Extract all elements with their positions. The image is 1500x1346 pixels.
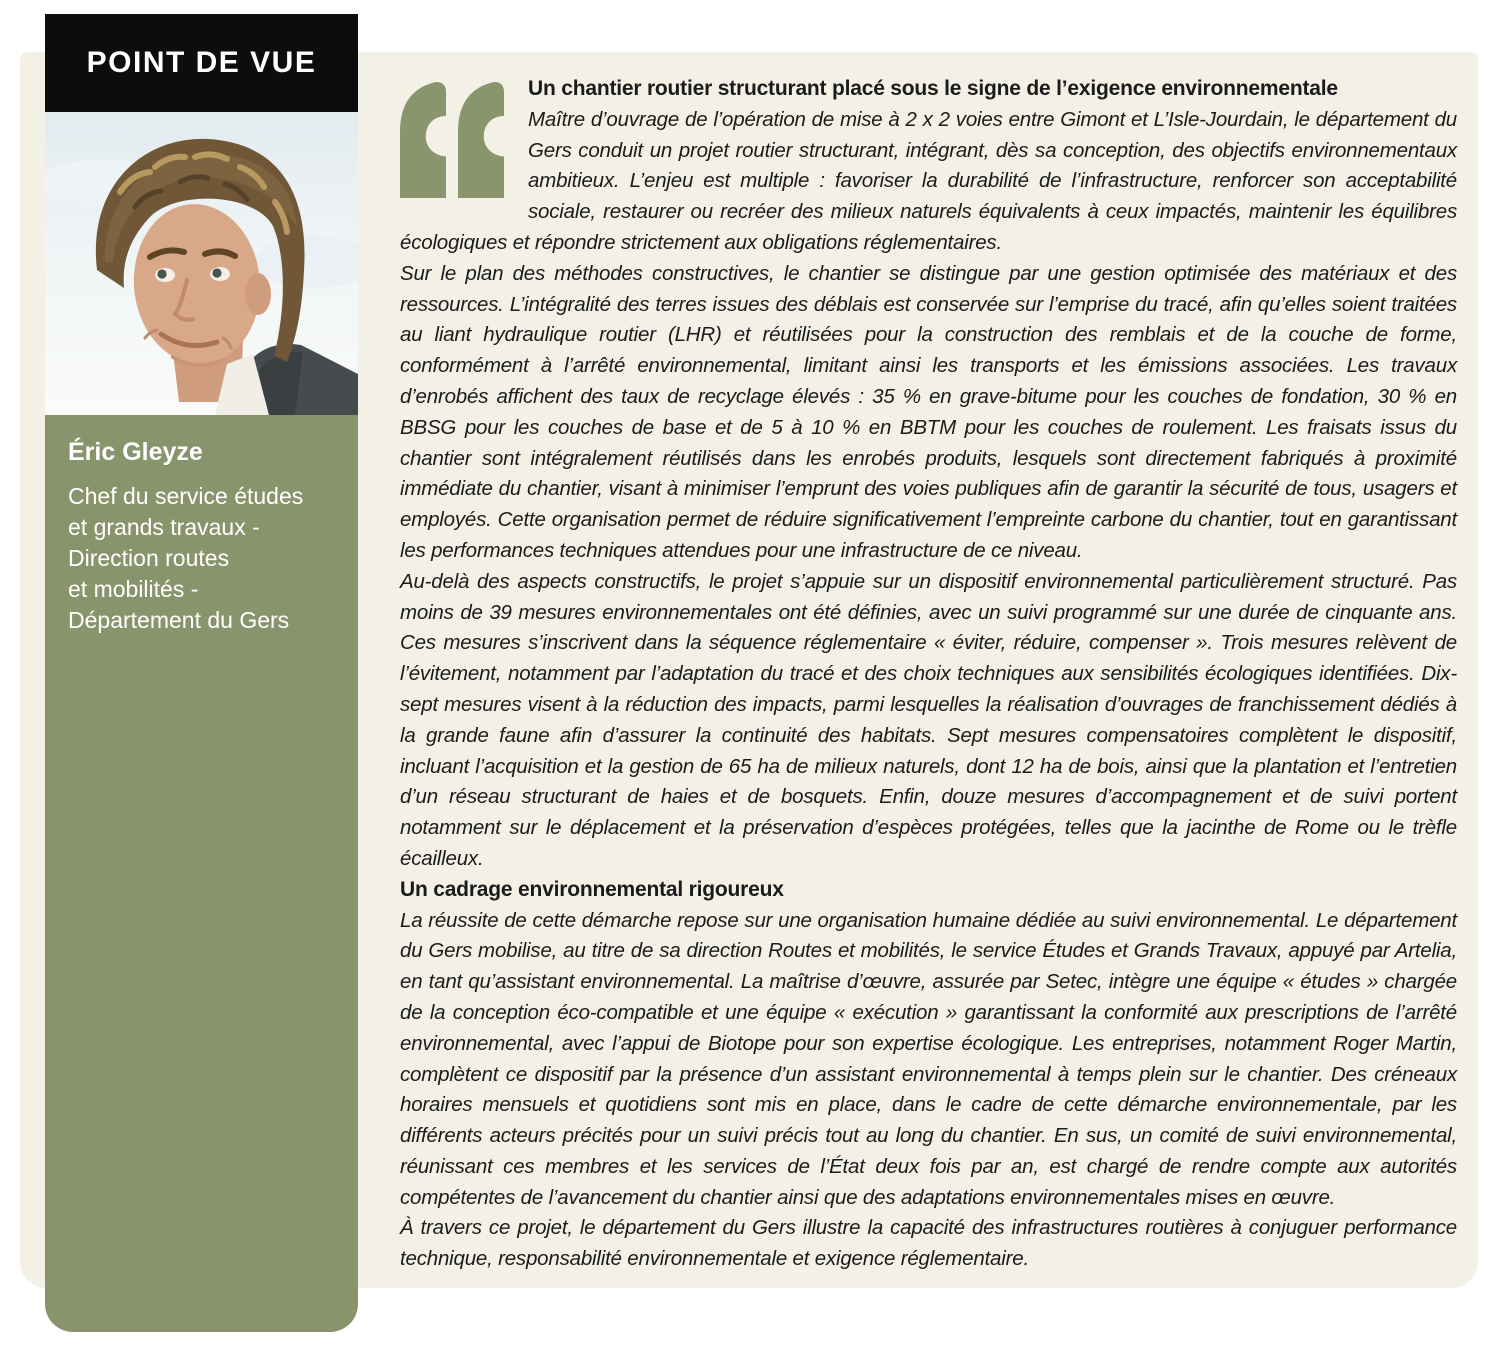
section-title: POINT DE VUE bbox=[86, 46, 317, 79]
quote-float bbox=[400, 74, 528, 226]
article-title: Un chantier routier structurant placé sous le signe de l’exigence environnementale bbox=[528, 77, 1338, 100]
profile-role-line: Chef du service études bbox=[68, 483, 304, 509]
portrait-illustration bbox=[45, 112, 358, 415]
profile-role-line: et grands travaux - bbox=[68, 514, 260, 540]
article-paragraph: À travers ce projet, le département du Gers illustre la capacité des infrastructures routières à conjuguer performance technique, responsabilité environnementale et exigence réglementaire. bbox=[400, 1216, 1457, 1271]
article-subheading: Un cadrage environnemental rigoureux bbox=[400, 877, 784, 901]
article-paragraph: La réussite de cette démarche repose sur une organisation humaine dédiée au suivi environnemental. Le département du Gers mobilise, au titre de sa direction Routes et mobilités, le service Études et Grands Travaux, appuyé par Artelia, en tant qu’assistant environnemental. La maîtrise d’œuvre, assurée par Setec, intègre une équipe « études » chargée de la conception éco-compatible et une équipe « exécution » garantissant la conformité aux prescriptions de l’arrêté environnemental, avec l’appui de Biotope pour son expertise écologique. Les entreprises, notamment Roger Martin, complètent ce dispositif par la présence d’un assistant environnemental à temps plein sur le chantier. Des créneaux horaires mensuels et quotidiens sont mis en place, dans le cadre de cette démarche environnementale, par les différents acteurs précités pour un suivi précis tout au long du chantier. En sus, un comité de suivi environnemental, réunissant ces membres et les services de l’État deux fois par an, est chargé de rendre compte aux autorités compétentes de l’avancement du chantier ainsi que des adaptations environnementales mises en œuvre. bbox=[400, 908, 1457, 1209]
article-paragraph: Au-delà des aspects constructifs, le projet s’appuie sur un dispositif environnemental particulièrement structuré. Pas moins de 39 mesures environnementales ont été définies, avec un suivi programmé sur une durée de cinquante ans. Ces mesures s’inscrivent dans la séquence réglementaire « éviter, réduire, compenser ». Trois mesures relèvent de l’évitement, notamment par l’adaptation du tracé et des choix techniques aux sensibilités écologiques identifiées. Dix-sept mesures visent à la réduction des impacts, parmi lesquelles la réalisation d’ouvrages de franchissement dédiés à la grande faune afin d’assurer la continuité des habitats. Sept mesures compensatoires complètent le dispositif, incluant l’acquisition et la gestion de 65 ha de milieux naturels, dont 12 ha de bois, ainsi que la plantation et l’entretien d’un réseau structurant de haies et de bosquets. Enfin, douze mesures d’accompagnement et de suivi portent notamment sur le déplacement et la préservation d’espèces protégées, telles que la jacinthe de Rome ou le trèfle écailleux. bbox=[400, 569, 1457, 870]
profile-role bbox=[68, 481, 340, 636]
article-paragraph: Maître d’ouvrage de l’opération de mise à 2 x 2 voies entre Gimont et L’Isle-Jourdain, le département du Gers conduit un projet routier structurant, intégrant, dès sa conception, des objectifs environnementaux ambitieux. L’enjeu est multiple : favoriser la durabilité de l’infrastructure, renforcer son acceptabilité sociale, restaurer ou recréer des milieux naturels équivalents à ceux impactés, maintenir les équilibres écologiques et répondre strictement aux obligations réglementaires. bbox=[400, 107, 1457, 254]
profile-role-line: Direction routes bbox=[68, 545, 230, 571]
article-body bbox=[400, 74, 1457, 1275]
profile-role-line: et mobilités - bbox=[68, 576, 199, 602]
profile-info bbox=[68, 438, 340, 636]
profile-role-line: Département du Gers bbox=[68, 607, 290, 633]
profile-name: Éric Gleyze bbox=[68, 438, 203, 466]
portrait-photo bbox=[45, 112, 358, 415]
article-paragraph: Sur le plan des méthodes constructives, le chantier se distingue par une gestion optimisée des matériaux et des ressources. L’intégralité des terres issues des déblais est conservée sur l’emprise du tracé, afin qu’elles soient traitées au liant hydraulique routier (LHR) et réutilisées pour la construction des remblais et de la couche de forme, conformément à l’arrêté environnemental, limitant ainsi les transports et les émissions associées. Les travaux d’enrobés affichent des taux de recyclage élevés : 35 % en grave-bitume pour les couches de fondation, 30 % en BBSG pour les couches de base et de 5 à 10 % en BBTM pour les couches de roulement. Les fraisats issus du chantier sont intégralement réutilisés dans les enrobés produits, lesquels sont directement fabriqués à proximité immédiate du chantier, visant à minimiser l’emprunt des voies publiques afin de garantir la sécurité de tous, usagers et employés. Cette organisation permet de réduire significativement l’empreinte carbone du chantier, tout en garantissant les performances techniques attendues pour une infrastructure de ce niveau. bbox=[400, 261, 1457, 562]
quote-icon bbox=[400, 82, 504, 198]
section-header bbox=[45, 14, 358, 112]
